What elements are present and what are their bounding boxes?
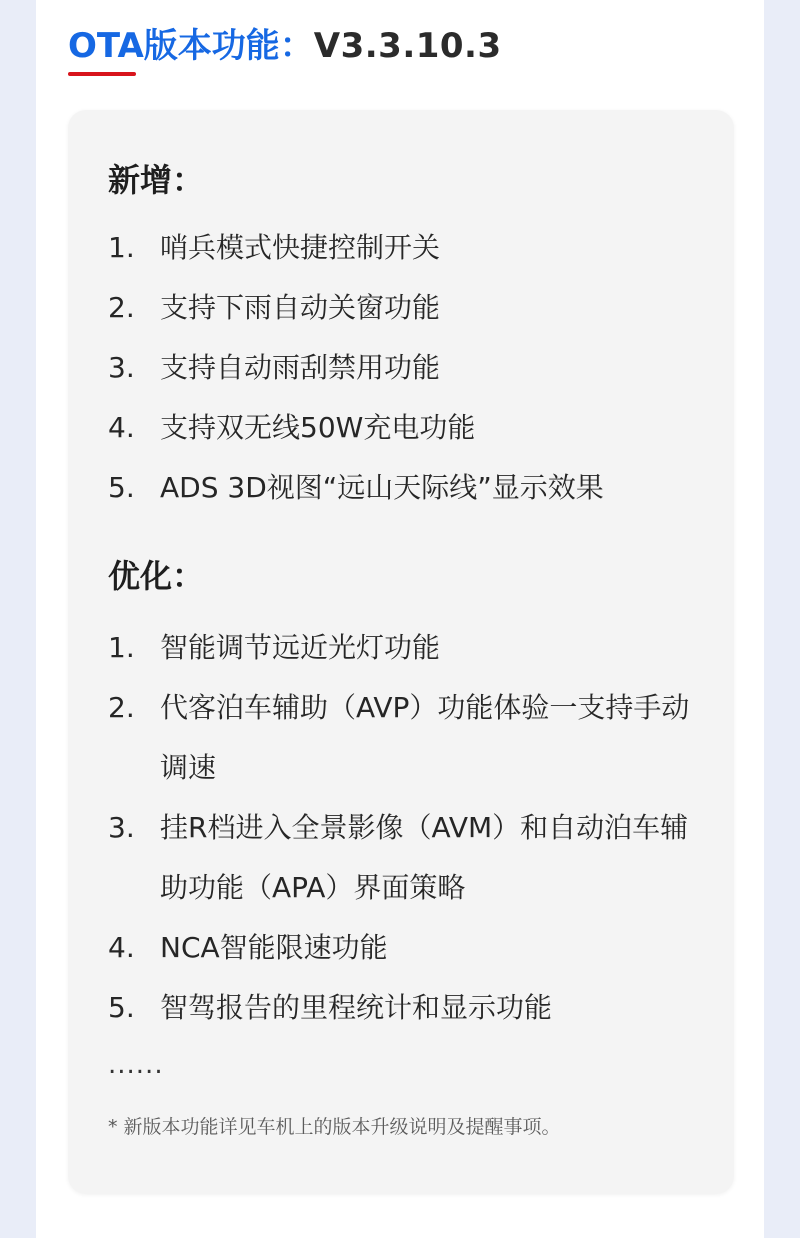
item-number: 3. [108, 351, 135, 384]
item-number: 5. [108, 471, 135, 504]
section-heading-new: 新增： [108, 161, 205, 199]
list-item [108, 218, 718, 278]
version-number: V3.3.10.3 [313, 26, 502, 66]
list-item [108, 618, 718, 678]
list-item [108, 918, 718, 978]
item-number: 5. [108, 991, 135, 1024]
item-text: 哨兵模式快捷控制开关 [160, 231, 441, 264]
title-underline [68, 72, 136, 76]
item-text: 代客泊车辅助（AVP）功能体验一支持手动调速 [160, 691, 690, 784]
section-heading-optimized: 优化： [108, 557, 205, 595]
item-number: 2. [108, 291, 135, 324]
item-text: 支持自动雨刮禁用功能 [160, 351, 441, 384]
more-ellipsis: ...... [108, 1050, 164, 1080]
page [36, 0, 764, 1238]
item-text: ADS 3D视图“远山天际线”显示效果 [160, 471, 604, 504]
release-notes-card [68, 110, 734, 1194]
list-item [108, 978, 718, 1038]
list-item [108, 338, 718, 398]
item-text: 支持下雨自动关窗功能 [160, 291, 441, 324]
item-number: 2. [108, 691, 135, 724]
list-item [108, 398, 718, 458]
item-text: 挂R档进入全景影像（AVM）和自动泊车辅助功能（APA）界面策略 [160, 811, 689, 904]
item-number: 4. [108, 931, 135, 964]
item-number: 4. [108, 411, 135, 444]
list-item [108, 278, 718, 338]
item-text: NCA智能限速功能 [160, 931, 388, 964]
item-text: 智能调节远近光灯功能 [160, 631, 441, 664]
title-prefix: OTA版本功能： [68, 26, 314, 66]
item-number: 1. [108, 631, 135, 664]
footnote: * 新版本功能详见车机上的版本升级说明及提醒事项。 [108, 1116, 561, 1138]
list-item [108, 458, 718, 518]
item-number: 1. [108, 231, 135, 264]
page-title [68, 18, 502, 74]
item-number: 3. [108, 811, 135, 844]
list-item [108, 798, 718, 918]
item-text: 智驾报告的里程统计和显示功能 [160, 991, 553, 1024]
list-item [108, 678, 718, 798]
item-text: 支持双无线50W充电功能 [160, 411, 476, 444]
